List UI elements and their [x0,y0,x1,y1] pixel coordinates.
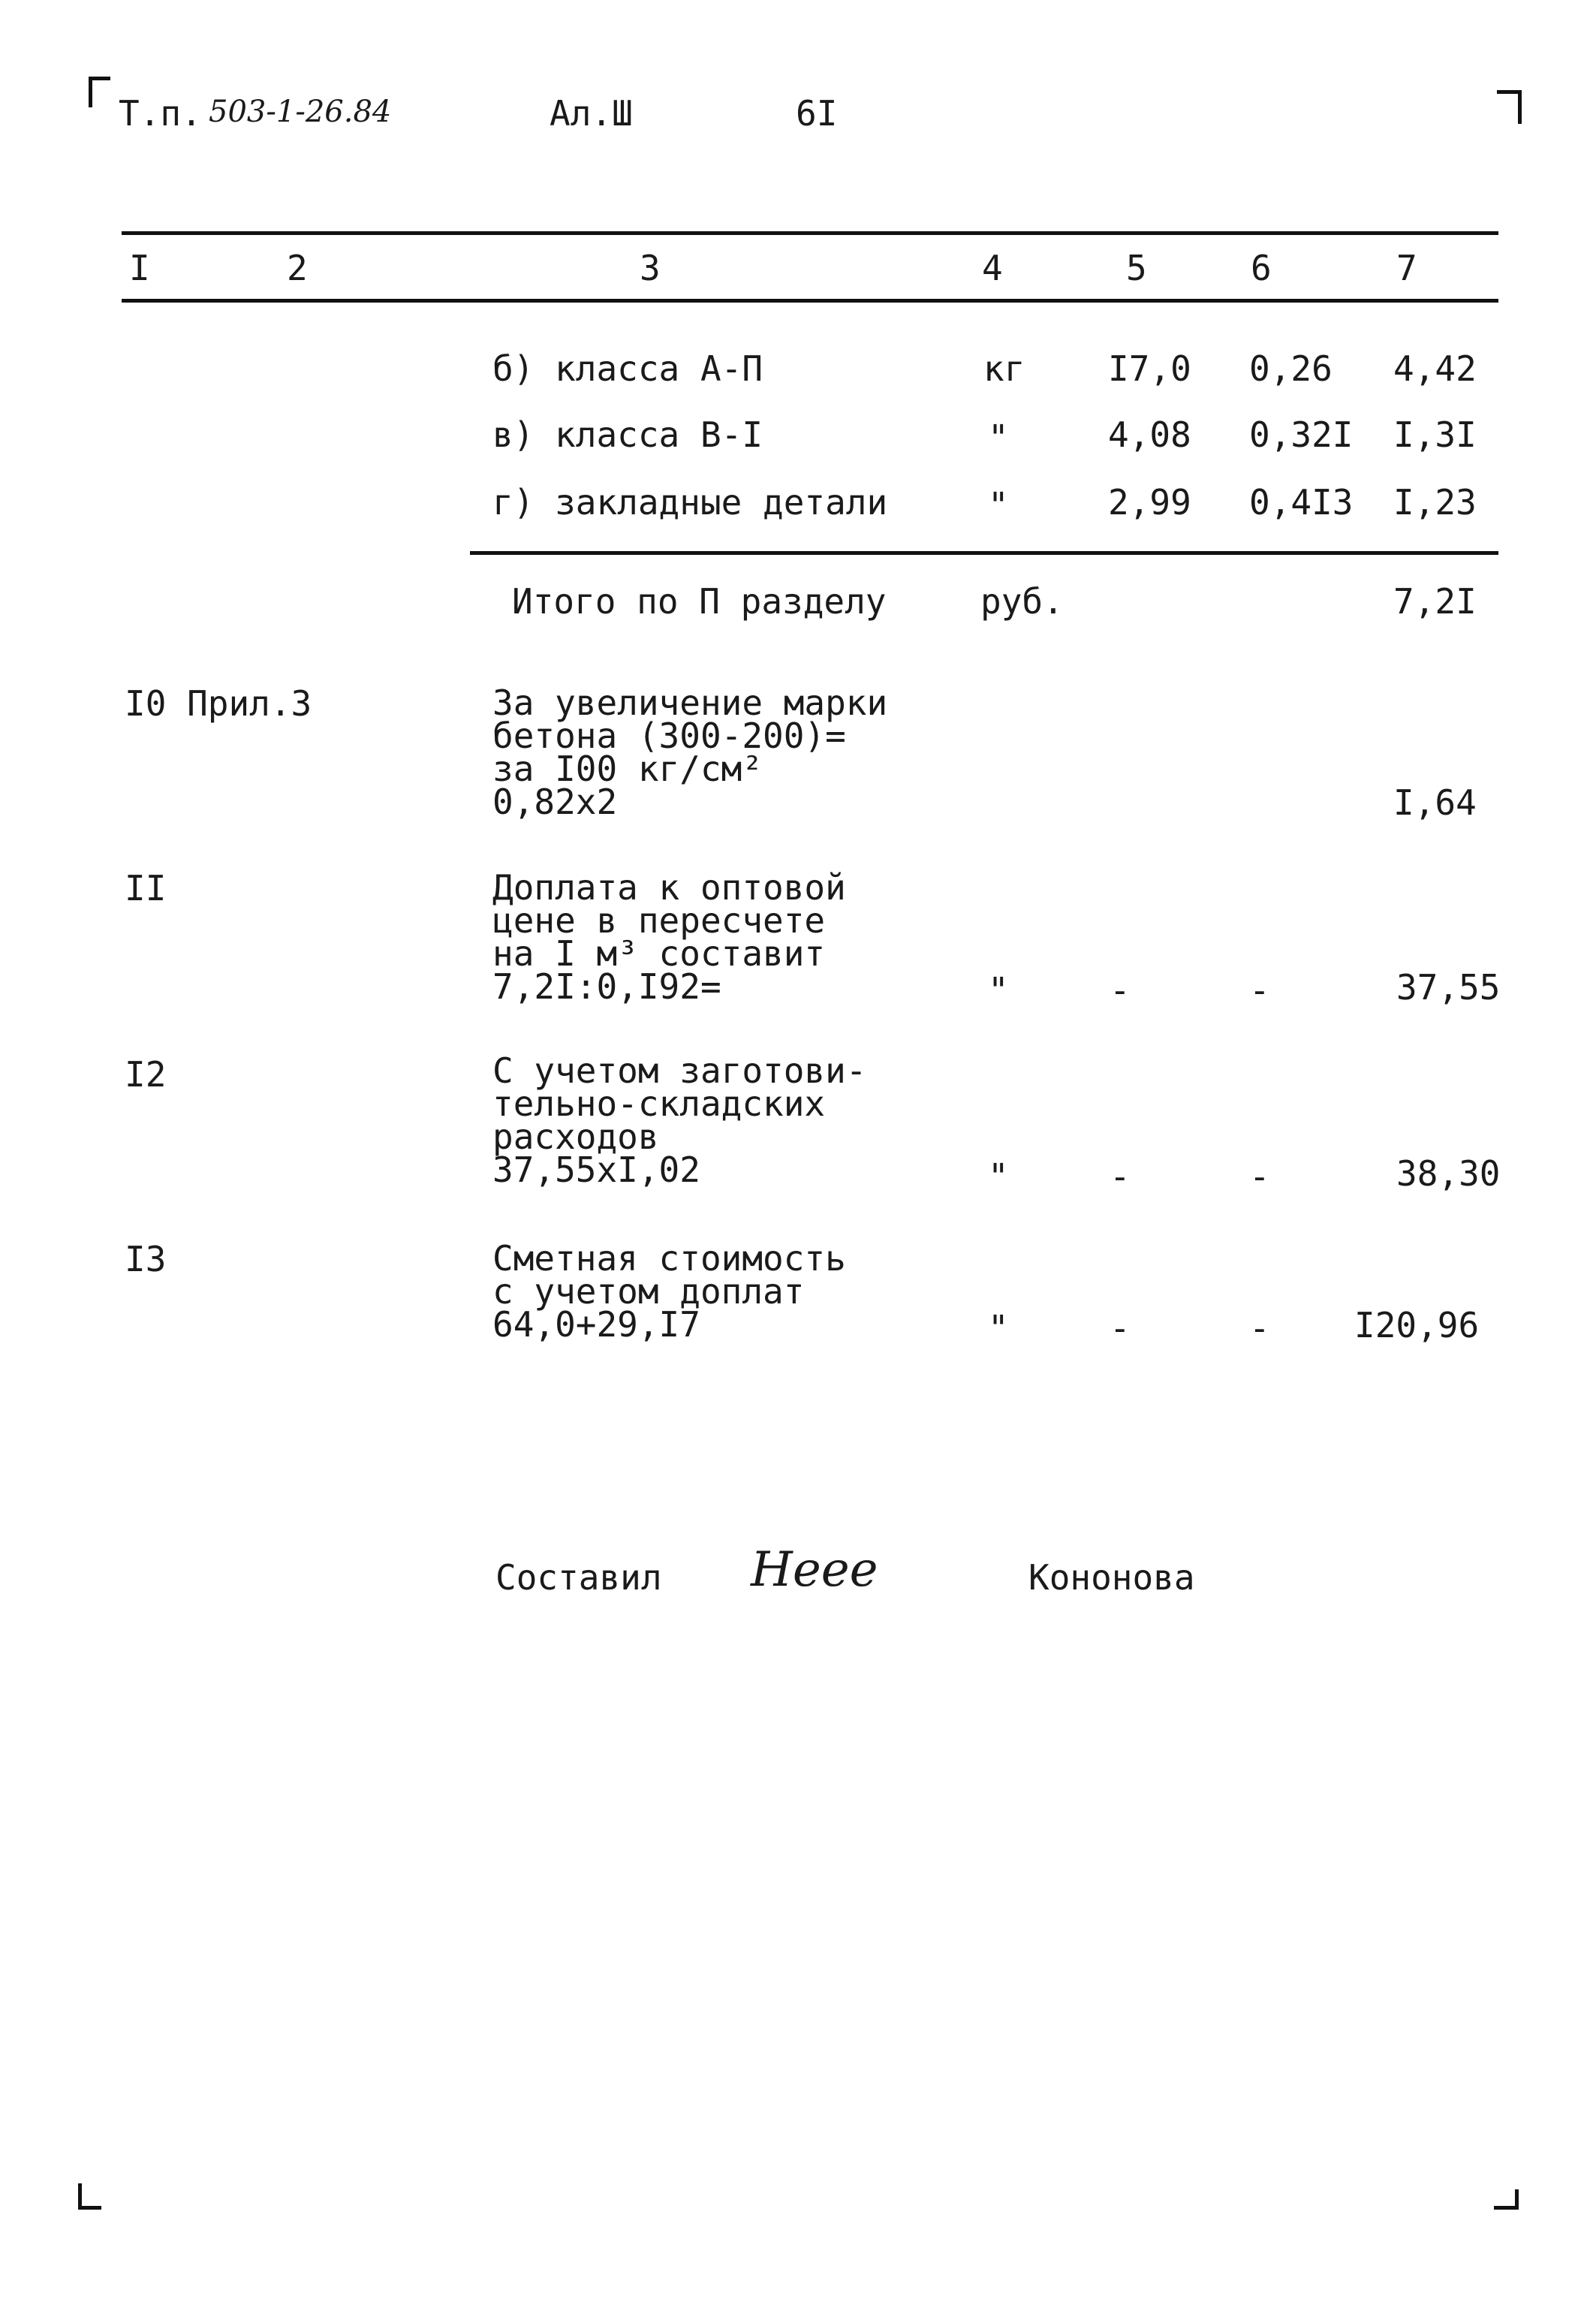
page-number: 6I [796,93,838,134]
subtotal-total: 7,2I [1393,581,1477,622]
album-label: Ал.Ш [550,93,633,134]
column-header-1: I [129,248,150,288]
corner-mark-bottom-right [1494,2189,1519,2210]
row-total: 4,42 [1393,348,1477,389]
subtotal-text: Итого по П разделу [512,581,887,622]
item-total: 37,55 [1396,967,1501,1008]
row-total: I,3I [1393,414,1477,455]
item-number: I2 [125,1054,167,1095]
column-header-6: 6 [1251,248,1272,288]
row-unit: " [988,417,1009,458]
item-qty: - [1110,970,1131,1011]
compiled-label: Составил [495,1557,662,1598]
row-text: в) класса В-I [492,414,763,455]
item-text: Сметная стоимость с учетом доплат 64,0+29,I7 [492,1238,846,1345]
row-qty: I7,0 [1108,348,1191,389]
row-price: 0,4I3 [1249,482,1354,523]
row-text: г) закладные детали [492,482,888,523]
item-price: - [1249,1308,1270,1348]
row-text: б) класса А-П [492,348,763,389]
item-text: За увеличение марки бетона (300-200)= за I00 кг/см² 0,82х2 [492,682,888,822]
column-header-2: 2 [287,248,308,288]
item-unit: " [988,1156,1009,1197]
row-qty: 2,99 [1108,482,1191,523]
column-header-4: 4 [982,248,1003,288]
column-header-7: 7 [1396,248,1417,288]
item-total: 38,30 [1396,1153,1501,1194]
item-unit: " [988,970,1009,1011]
corner-mark-bottom-left [78,2183,101,2210]
row-total: I,23 [1393,482,1477,523]
item-price: - [1249,970,1270,1011]
item-number: II [125,868,167,908]
item-total: I,64 [1393,782,1477,823]
subtotal-unit: руб. [980,581,1064,622]
row-unit: " [988,485,1009,526]
item-text: Доплата к оптовой цене в пересчете на I м³ составит 7,2I:0,I92= [492,867,846,1007]
item-text: С учетом заготови- тельно-складских расходов 37,55хI,02 [492,1050,867,1190]
row-qty: 4,08 [1108,414,1191,455]
project-code: 503-1-26.84 [209,95,392,129]
column-header-3: 3 [640,248,661,288]
item-total: I20,96 [1354,1305,1480,1345]
compiler-name: Кононова [1028,1557,1195,1598]
signature: Неee [751,1542,878,1598]
row-price: 0,26 [1249,348,1333,389]
item-unit: " [988,1308,1009,1348]
table-header-rule [122,299,1498,303]
item-number: I0 Прил.3 [125,683,312,724]
item-qty: - [1110,1156,1131,1197]
corner-mark-top-left [89,77,110,107]
row-price: 0,32I [1249,414,1354,455]
table-top-rule [122,231,1498,235]
item-price: - [1249,1156,1270,1197]
row-unit: кг [983,348,1025,389]
item-qty: - [1110,1308,1131,1348]
project-prefix: Т.п. [119,93,202,134]
subtotal-rule [470,551,1498,555]
column-header-5: 5 [1126,248,1147,288]
item-number: I3 [125,1239,167,1279]
corner-mark-top-right [1497,90,1522,124]
